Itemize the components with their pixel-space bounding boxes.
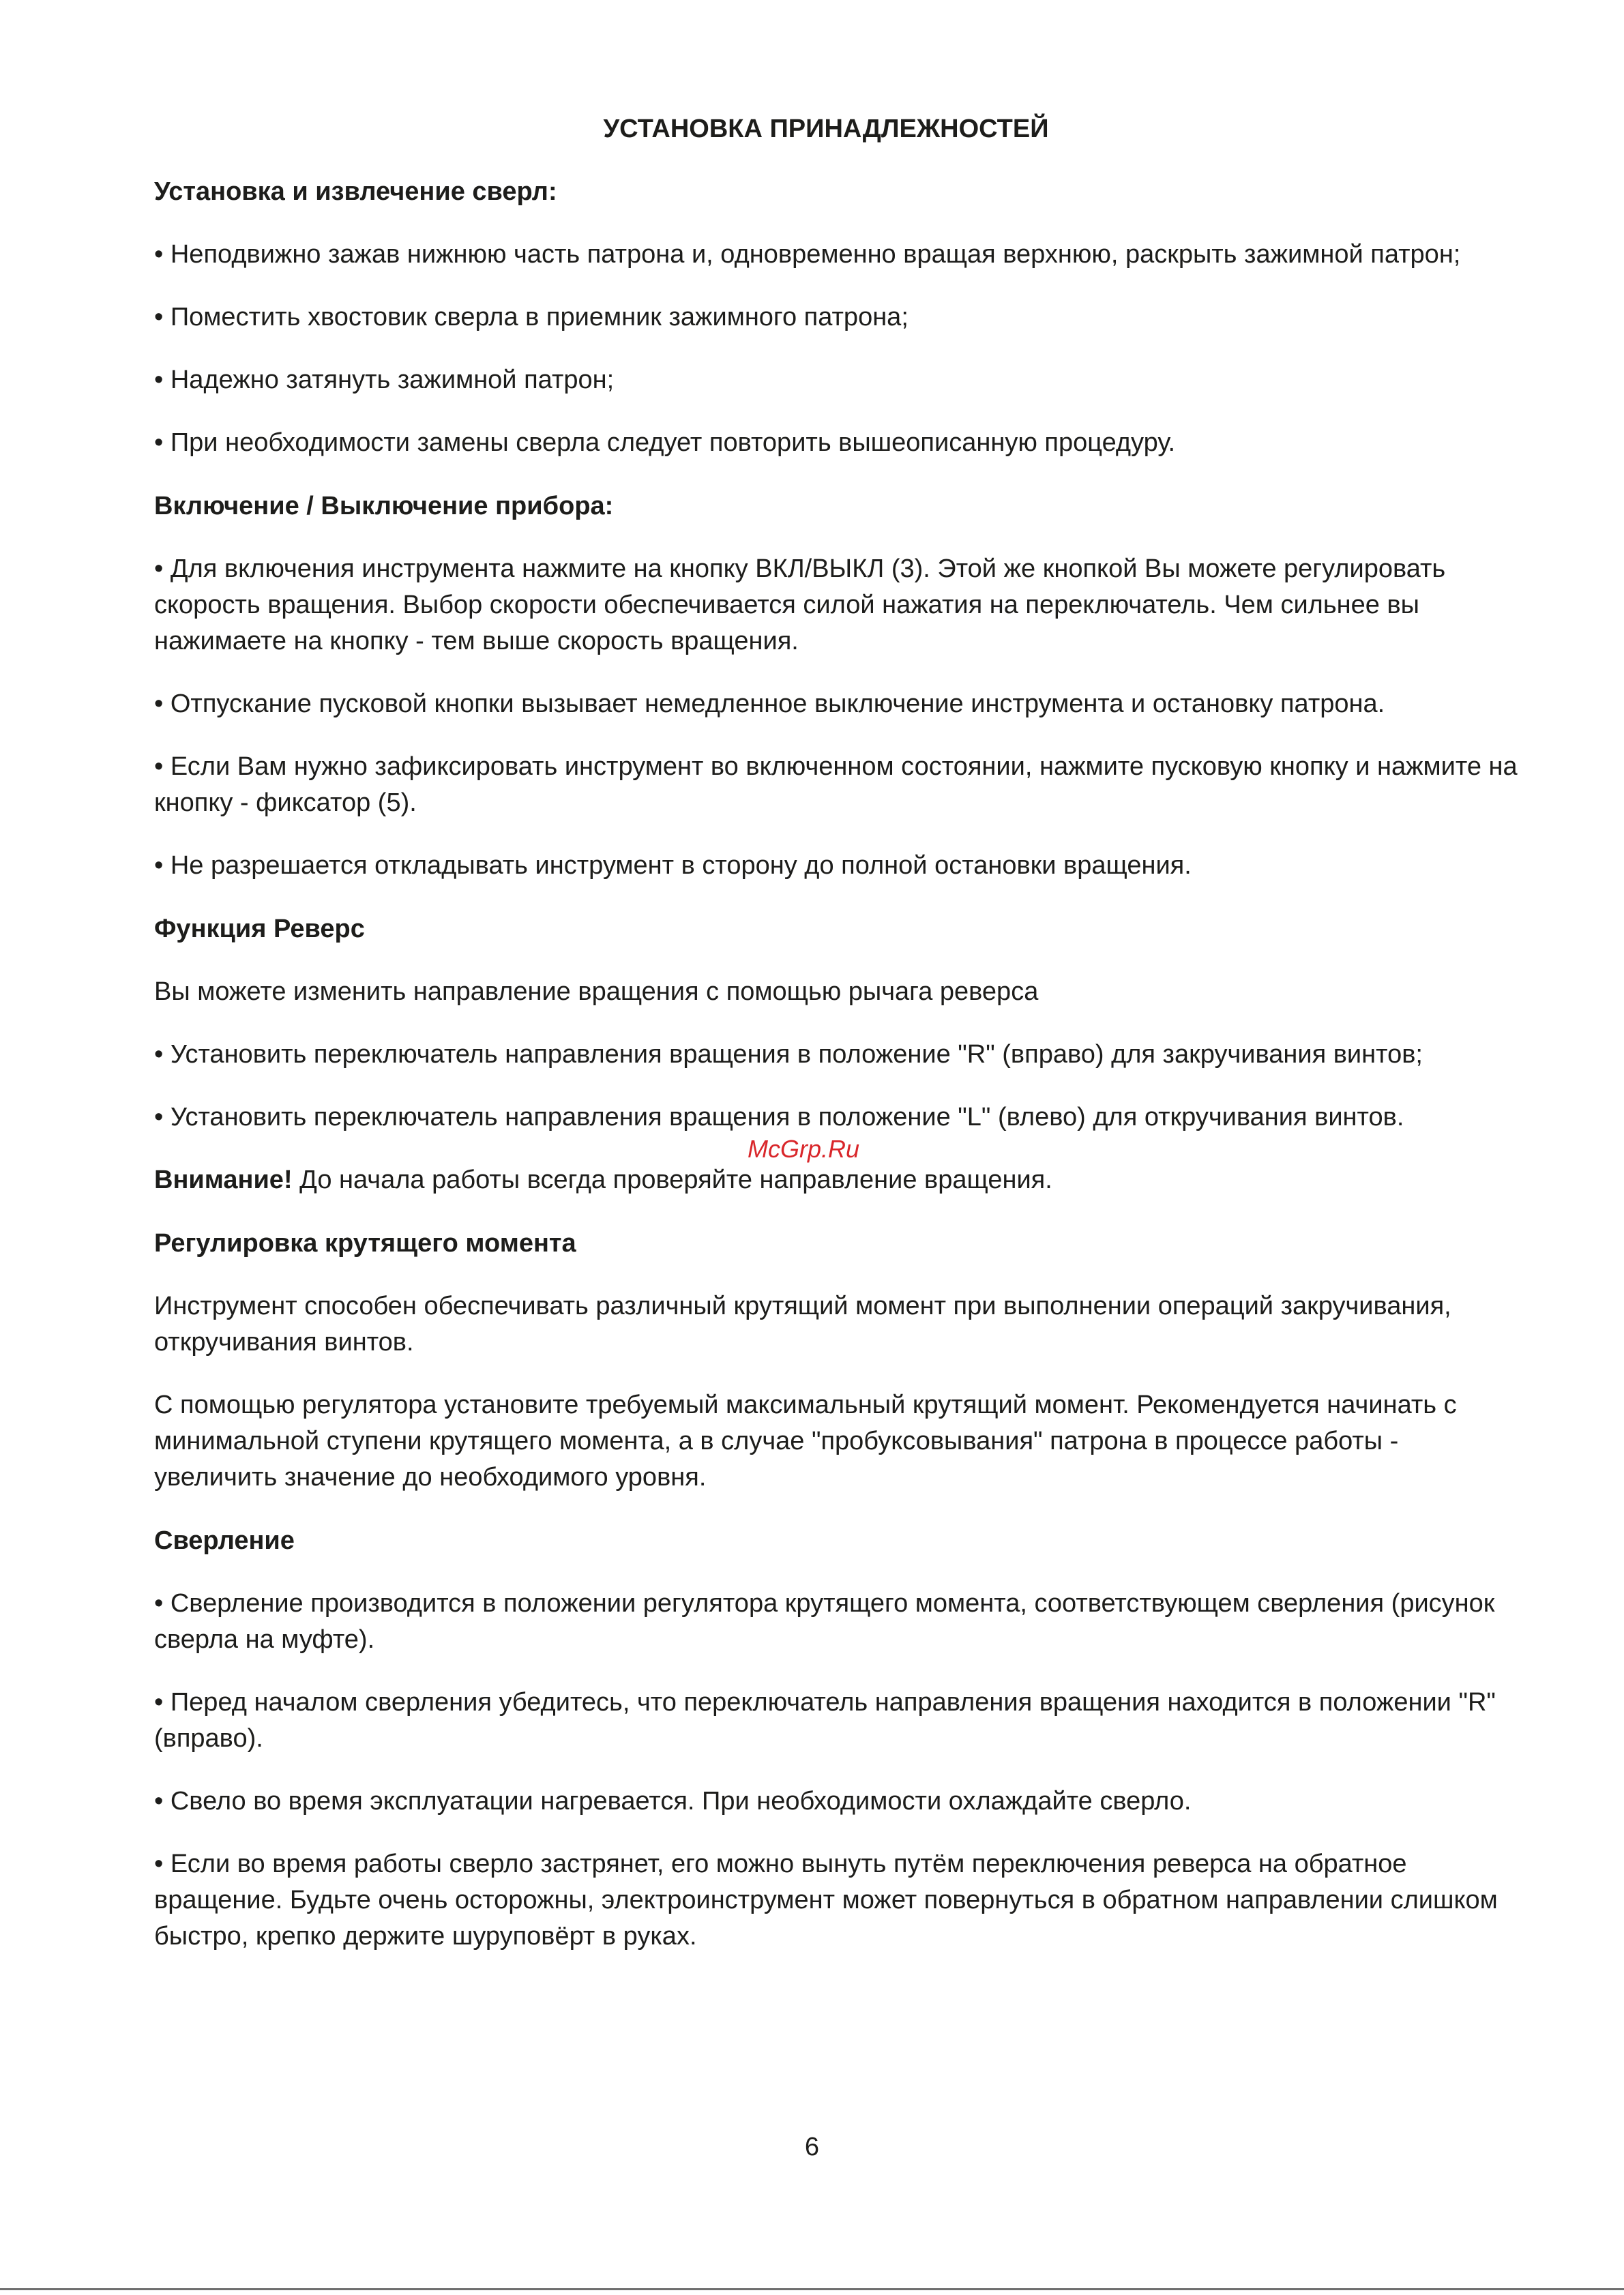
paragraph: • Поместить хвостовик сверла в приемник зажимного патрона; [154, 303, 909, 331]
paragraph: • Перед началом сверления убедитесь, что переключатель направления вращения находится в положении "R" (вправо). [154, 1688, 1496, 1753]
paragraph: • Установить переключатель направления вращения в положение "L" (влево) для откручивания винтов. [154, 1103, 1404, 1131]
paragraph: • Если Вам нужно зафиксировать инструмент во включенном состоянии, нажмите пусковую кнопку и нажмите на кнопку - фиксатор (5). [154, 752, 1518, 817]
paragraph: • Сверление производится в положении регулятора крутящего момента, соответствующем сверления (рисунок сверла на муфте). [154, 1589, 1495, 1654]
section-heading: Регулировка крутящего момента [154, 1229, 576, 1258]
section-heading: Сверление [154, 1526, 295, 1555]
section-drill-install [154, 173, 1518, 461]
warning-text: До начала работы всегда проверяйте направление вращения. [292, 1166, 1052, 1194]
section-heading: Включение / Выключение прибора: [154, 492, 614, 520]
paragraph: С помощью регулятора установите требуемый максимальный крутящий момент. Рекомендуется начинать с минимальной ступени крутящего момента, а в случае "пробуксовывания" патрона в процессе работы - увеличить значение до необходимого уровня. [154, 1391, 1457, 1492]
watermark-text: McGrp.Ru [748, 1135, 860, 1163]
warning-label: Внимание! [154, 1166, 293, 1194]
paragraph: • Если во время работы сверло застрянет, его можно вынуть путём переключения реверса на обратное вращение. Будьте очень осторожны, электроинструмент может повернуться в обратном направлении слишком быстро, крепко держите шуруповёрт в руках. [154, 1850, 1498, 1951]
page-content [154, 110, 1518, 1981]
section-power [154, 488, 1518, 884]
paragraph: • Не разрешается откладывать инструмент в сторону до полной остановки вращения. [154, 851, 1192, 880]
paragraph: • Надежно затянуть зажимной патрон; [154, 366, 615, 394]
paragraph: • При необходимости замены сверла следует повторить вышеописанную процедуру. [154, 428, 1176, 457]
section-heading: Функция Реверс [154, 915, 365, 943]
paragraph: Инструмент способен обеспечивать различный крутящий момент при выполнении операций закручивания, откручивания винтов. [154, 1292, 1451, 1357]
section-torque [154, 1225, 1518, 1496]
page-bottom-divider [0, 2288, 1624, 2290]
paragraph: • Свело во время эксплуатации нагревается. При необходимости охлаждайте сверло. [154, 1787, 1192, 1816]
paragraph: • Установить переключатель направления вращения в положение "R" (вправо) для закручивания винтов; [154, 1040, 1423, 1069]
section-drilling [154, 1522, 1518, 1955]
page-number: 6 [804, 2133, 820, 2161]
paragraph: • Для включения инструмента нажмите на кнопку ВКЛ/ВЫКЛ (3). Этой же кнопкой Вы можете регулировать скорость вращения. Выбор скорости обеспечивается силой нажатия на переключатель. Чем сильнее вы нажимаете на кнопку - тем выше скорость вращения. [154, 554, 1446, 655]
page-title: УСТАНОВКА ПРИНАДЛЕЖНОСТЕЙ [603, 115, 1049, 143]
paragraph: Вы можете изменить направление вращения с помощью рычага реверса [154, 977, 1039, 1006]
paragraph: • Отпускание пусковой кнопки вызывает немедленное выключение инструмента и остановку патрона. [154, 690, 1385, 718]
paragraph: • Неподвижно зажав нижнюю часть патрона и, одновременно вращая верхнюю, раскрыть зажимной патрон; [154, 240, 1461, 269]
section-heading: Установка и извлечение сверл: [154, 177, 557, 206]
warning-paragraph [154, 1162, 1518, 1198]
